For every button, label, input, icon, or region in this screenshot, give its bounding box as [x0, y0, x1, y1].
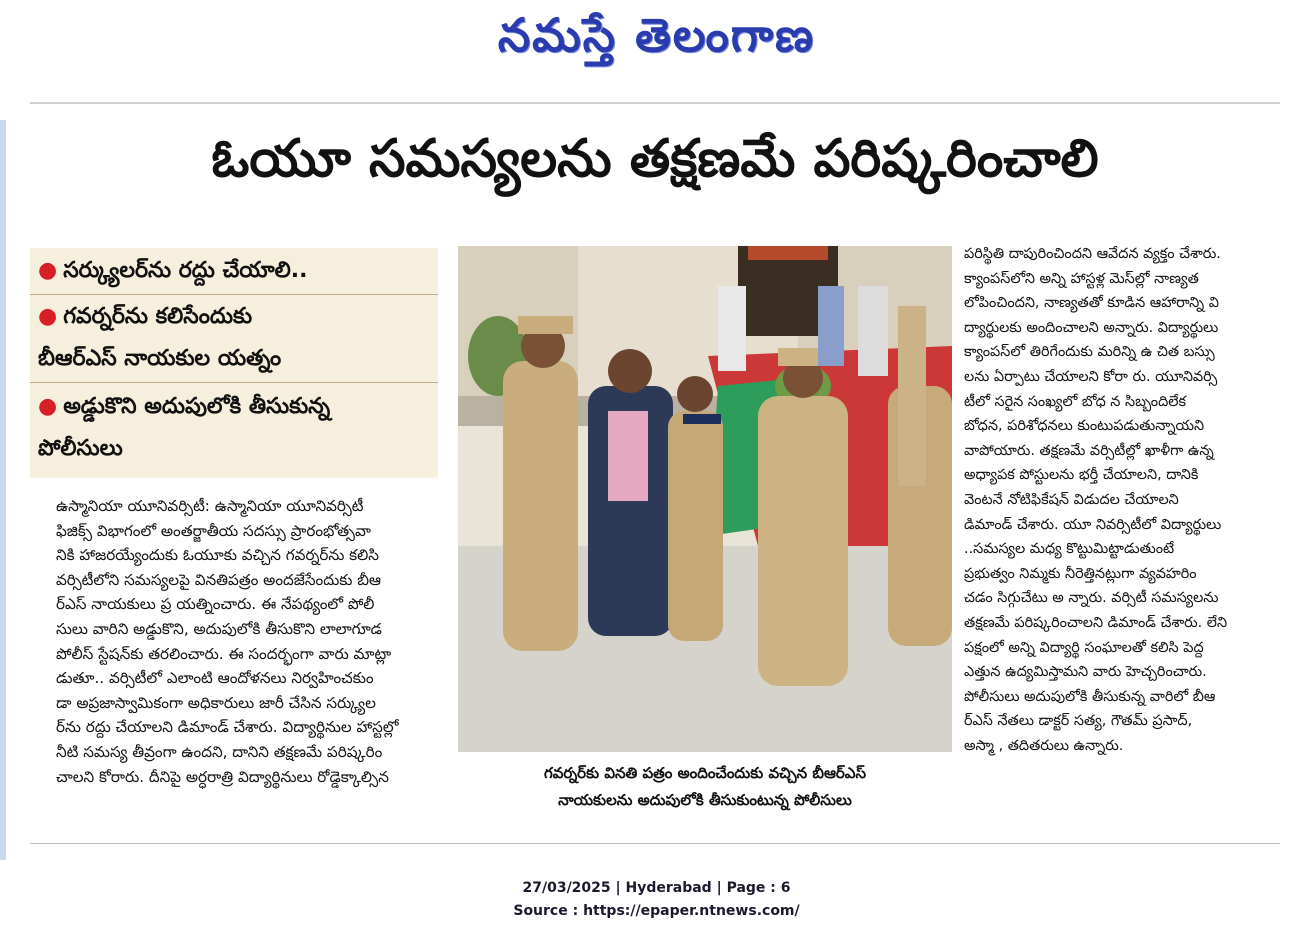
highlight-item: ● అడ్డుకొని అదుపులోకి తీసుకున్న: [38, 394, 331, 419]
text-line: డిమాండ్ చేశారు. యూ నివర్సిటీలో విద్యార్థులు: [964, 516, 1222, 533]
text-line: పోలీస్ స్టేషన్‌కు తరలించారు. ఈ సందర్భంగా వారు మాట్లా: [56, 644, 392, 663]
highlight-item: ● గవర్నర్‌ను కలిసేందుకు: [38, 304, 253, 329]
photo-caption: [470, 760, 940, 814]
news-photo: [458, 246, 952, 752]
text-line: ఎత్తున ఉద్యమిస్తామని వారు హెచ్చరించారు.: [964, 664, 1207, 681]
highlight-item-continued: బీఆర్‌ఎస్ నాయకుల యత్నం: [38, 346, 282, 371]
text-line: తక్షణమే పరిష్కరించాలని డిమాండ్ చేశారు. లేని: [964, 614, 1228, 631]
footer-source-link[interactable]: Source : https://epaper.ntnews.com/: [513, 903, 800, 919]
newspaper-masthead: నమస్తే తెలంగాణ: [497, 8, 816, 62]
text-line: పరిస్థితి దాపురించిందని ఆవేదన వ్యక్తం చేశారు.: [964, 246, 1221, 262]
text-line: క్యాంపస్‌లో తిరిగేందుకు మరిన్ని ఉ చిత బస్సు: [964, 344, 1215, 361]
text-line: వాపోయారు. తక్షణమే వర్సిటీల్లో ఖాళీగా ఉన్న: [964, 442, 1214, 459]
bullet-icon: ●: [38, 304, 58, 329]
text-line: నీటి సమస్య తీవ్రంగా ఉందని, దానిని తక్షణమే పరిష్కరిం: [56, 742, 383, 761]
text-line: అధ్యాపక పోస్టులను భర్తీ చేయాలని, దానికి: [964, 467, 1199, 484]
text-line: లను ఏర్పాటు చేయాలని కోరా రు. యూనివర్సి: [964, 368, 1218, 385]
text-line: అస్మా , తదితరులు ఉన్నారు.: [964, 737, 1124, 754]
police-detaining-leaders-photo: [458, 246, 952, 752]
footer-date-page: 27/03/2025 | Hyderabad | Page : 6: [522, 880, 791, 896]
text-line: నికి హాజరయ్యేందుకు ఓయూకు వచ్చిన గవర్నర్‌ను కలిసి: [56, 546, 379, 565]
text-line: సులు వారిని అడ్డుకొని, అదుపులోకి తీసుకొని లాలాగూడ: [56, 619, 382, 638]
highlight-item: ● సర్క్యులర్‌ను రద్దు చేయాలి..: [38, 258, 308, 283]
highlights-box: [30, 248, 438, 478]
highlight-divider: [30, 382, 438, 383]
highlight-item-continued: పోలీసులు: [38, 436, 123, 461]
text-line: పక్షంలో అన్ని విద్యార్థి సంఘాలతో కలిసి పెద్ద: [964, 639, 1204, 656]
text-line: పోలీసులు అదుపులోకి తీసుకున్న వారిలో బీఆ: [964, 688, 1216, 705]
text-line: ర్‌ను రద్దు చేయాలని డిమాండ్ చేశారు. విద్యార్థినుల హాస్టల్లో: [56, 718, 399, 737]
text-line: ద్యార్థులకు అందించాలని అన్నారు. విద్యార్థులు: [964, 319, 1219, 336]
left-margin-accent: [0, 120, 6, 860]
right-body-column: [964, 242, 1282, 758]
text-line: ర్‌ఎస్ నేతలు డాక్టర్ సత్య, గౌతమ్ ప్రసాద్,: [964, 713, 1193, 730]
masthead-divider: [30, 102, 1280, 104]
text-line: వర్సిటీలోని సమస్యలపై వినతిపత్రం అందజేసేందుకు బీఆ: [56, 570, 382, 589]
text-line: ఉస్మానియా యూనివర్సిటీ: ఉస్మానియా యూనివర్సిటీ: [56, 497, 364, 515]
text-line: క్యాంపస్‌లోని అన్ని హాస్టళ్ల మెస్‌ల్లో నాణ్యత: [964, 270, 1199, 287]
caption-line: నాయకులను అదుపులోకి తీసుకుంటున్న పోలీసులు: [558, 791, 852, 809]
text-line: ర్‌ఎస్ నాయకులు ప్ర యత్నించారు. ఈ నేపథ్యంలో పోలీ: [56, 595, 375, 614]
text-line: ప్రభుత్వం నిమ్మకు నీరెత్తినట్లుగా వ్యవహరిం: [964, 565, 1197, 582]
text-line: డా అప్రజాస్వామికంగా అధికారులు జారీ చేసిన సర్క్యుల: [56, 693, 376, 712]
text-line: ..సమస్యల మధ్య కొట్టుమిట్టాడుతుంటే: [964, 541, 1175, 558]
text-line: చడం సిగ్గుచేటు అ న్నారు. వర్సిటీ సమస్యలను: [964, 590, 1219, 607]
text-line: లోపించిందని, నాణ్యతతో కూడిన ఆహారాన్ని వి: [964, 295, 1219, 312]
text-line: టీలో సరైన సంఖ్యలో బోధ న సిబ్బందిలేక: [964, 393, 1186, 410]
bullet-icon: ●: [38, 258, 58, 283]
text-line: బోధన, పరిశోధనలు కుంటుపడుతున్నాయని: [964, 418, 1205, 435]
highlight-divider: [30, 294, 438, 295]
article-headline: ఓయూ సమస్యలను తక్షణమే పరిష్కరించాలి: [211, 128, 1099, 189]
text-line: చాలని కోరారు. దీనిపై అర్ధరాత్రి విద్యార్థినులు రోడ్డెక్కాల్సిన: [56, 767, 389, 786]
text-line: వెంటనే నోటిఫికేషన్ విడుదల చేయాలని: [964, 491, 1179, 508]
bullet-icon: ●: [38, 394, 58, 419]
text-line: ఫిజిక్స్ విభాగంలో అంతర్జాతీయ సదస్సు ప్రారంభోత్సవా: [56, 521, 371, 540]
text-line: డుతూ.. వర్సిటీలో ఎలాంటి ఆందోళనలు నిర్వహించకుం: [56, 669, 374, 688]
bottom-divider: [30, 843, 1280, 844]
left-body-column: [56, 494, 440, 789]
caption-line: గవర్నర్‌కు వినతి పత్రం అందించేందుకు వచ్చిన బీఆర్‌ఎస్: [543, 764, 867, 782]
